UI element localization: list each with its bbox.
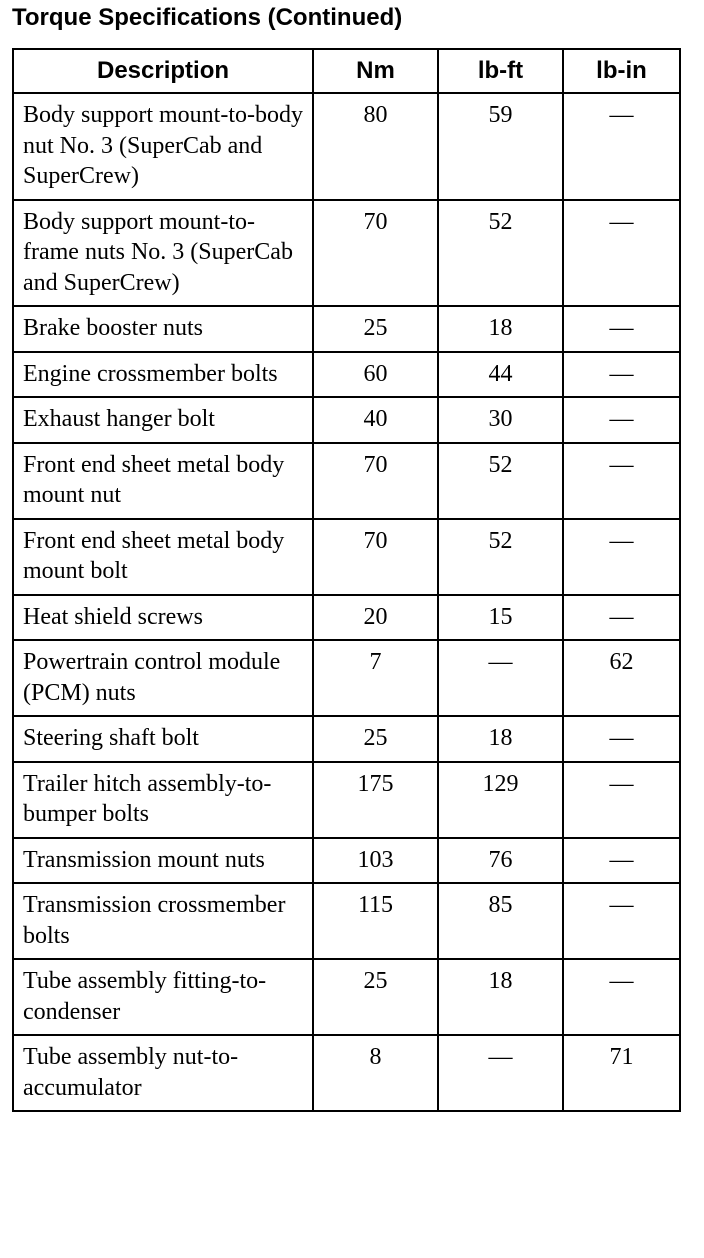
cell-nm: 25 — [313, 306, 438, 352]
cell-lb-ft: 18 — [438, 959, 563, 1035]
cell-lb-ft: 52 — [438, 519, 563, 595]
cell-lb-ft: 44 — [438, 352, 563, 398]
table-row — [13, 519, 680, 595]
cell-nm: 115 — [313, 883, 438, 959]
cell-nm: 40 — [313, 397, 438, 443]
cell-lb-in: — — [563, 352, 680, 398]
cell-nm: 60 — [313, 352, 438, 398]
cell-lb-ft: — — [438, 1035, 563, 1111]
header-nm: Nm — [313, 49, 438, 93]
cell-nm: 70 — [313, 443, 438, 519]
cell-lb-ft: 18 — [438, 716, 563, 762]
table-row — [13, 883, 680, 959]
cell-nm: 25 — [313, 716, 438, 762]
table-row — [13, 838, 680, 884]
table-header-row — [13, 49, 680, 93]
cell-nm: 7 — [313, 640, 438, 716]
cell-description: Powertrain control module (PCM) nuts — [13, 640, 313, 716]
cell-lb-in: — — [563, 716, 680, 762]
cell-lb-ft: 129 — [438, 762, 563, 838]
cell-lb-in: — — [563, 959, 680, 1035]
cell-description: Trailer hitch assembly-to-bumper bolts — [13, 762, 313, 838]
page-title: Torque Specifications (Continued) — [12, 4, 403, 31]
cell-lb-ft: 76 — [438, 838, 563, 884]
header-description: Description — [13, 49, 313, 93]
header-lb-ft: lb-ft — [438, 49, 563, 93]
cell-nm: 25 — [313, 959, 438, 1035]
cell-description: Heat shield screws — [13, 595, 313, 641]
cell-description: Tube assembly fitting-to-condenser — [13, 959, 313, 1035]
cell-lb-in: — — [563, 397, 680, 443]
cell-nm: 103 — [313, 838, 438, 884]
cell-lb-ft: 52 — [438, 443, 563, 519]
cell-nm: 80 — [313, 93, 438, 200]
cell-lb-in: — — [563, 595, 680, 641]
table-row — [13, 762, 680, 838]
header-lb-in: lb-in — [563, 49, 680, 93]
cell-lb-ft: 59 — [438, 93, 563, 200]
cell-description: Transmission crossmember bolts — [13, 883, 313, 959]
table-row — [13, 959, 680, 1035]
table-row — [13, 200, 680, 307]
cell-lb-ft: 52 — [438, 200, 563, 307]
cell-lb-in: — — [563, 883, 680, 959]
table-row — [13, 352, 680, 398]
table-row — [13, 1035, 680, 1111]
table-row — [13, 306, 680, 352]
cell-lb-ft: 18 — [438, 306, 563, 352]
cell-description: Engine crossmember bolts — [13, 352, 313, 398]
torque-spec-table — [12, 48, 681, 1112]
cell-description: Brake booster nuts — [13, 306, 313, 352]
cell-nm: 175 — [313, 762, 438, 838]
table-row — [13, 93, 680, 200]
cell-nm: 70 — [313, 200, 438, 307]
table-row — [13, 640, 680, 716]
cell-description: Steering shaft bolt — [13, 716, 313, 762]
cell-nm: 8 — [313, 1035, 438, 1111]
cell-lb-ft: 30 — [438, 397, 563, 443]
cell-description: Exhaust hanger bolt — [13, 397, 313, 443]
cell-lb-in: — — [563, 443, 680, 519]
cell-lb-in: — — [563, 762, 680, 838]
cell-description: Tube assembly nut-to-accumulator — [13, 1035, 313, 1111]
cell-description: Body support mount-to-body nut No. 3 (SuperCab and SuperCrew) — [13, 93, 313, 200]
cell-nm: 70 — [313, 519, 438, 595]
cell-nm: 20 — [313, 595, 438, 641]
cell-description: Front end sheet metal body mount nut — [13, 443, 313, 519]
cell-description: Transmission mount nuts — [13, 838, 313, 884]
cell-lb-in: 62 — [563, 640, 680, 716]
cell-lb-ft: — — [438, 640, 563, 716]
cell-description: Front end sheet metal body mount bolt — [13, 519, 313, 595]
table-row — [13, 443, 680, 519]
cell-lb-in: — — [563, 93, 680, 200]
table-row — [13, 716, 680, 762]
cell-lb-ft: 85 — [438, 883, 563, 959]
cell-lb-in: — — [563, 519, 680, 595]
cell-description: Body support mount-to-frame nuts No. 3 (SuperCab and SuperCrew) — [13, 200, 313, 307]
table-row — [13, 397, 680, 443]
cell-lb-in: — — [563, 200, 680, 307]
table-row — [13, 595, 680, 641]
cell-lb-in: 71 — [563, 1035, 680, 1111]
cell-lb-in: — — [563, 306, 680, 352]
cell-lb-in: — — [563, 838, 680, 884]
cell-lb-ft: 15 — [438, 595, 563, 641]
